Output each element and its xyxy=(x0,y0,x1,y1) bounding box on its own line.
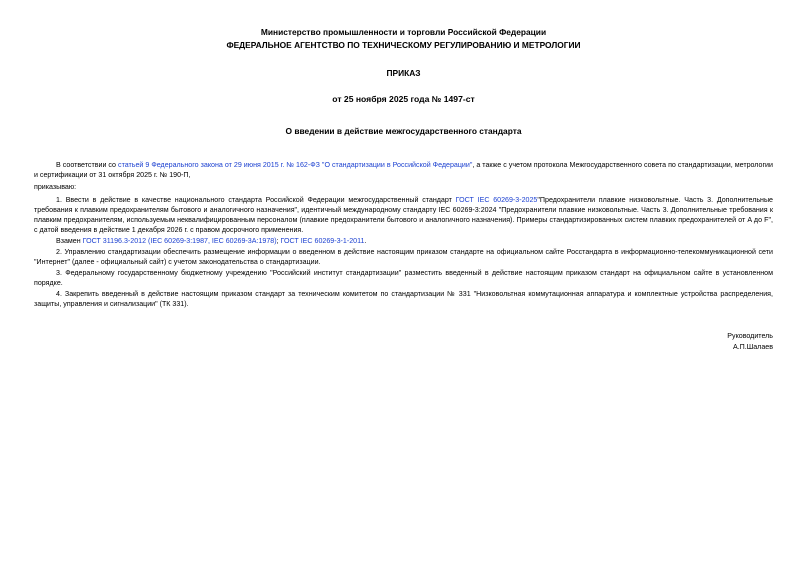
item-3-number: 3. xyxy=(56,269,66,277)
order-verb: приказываю: xyxy=(34,182,77,191)
preamble-text-before: В соответствии со xyxy=(56,161,119,170)
item-2 xyxy=(34,247,773,267)
ministry-line: Министерство промышленности и торговли Российской Федерации xyxy=(260,27,547,37)
item-1 xyxy=(34,195,773,235)
replaced-text-a: Взамен xyxy=(56,236,83,245)
item-3-text: Федеральному государственному бюджетному учреждению "Российский институт стандартизации" разместить введенный в действие настоящим приказом стандарт на официальном сайте в установленном порядке. xyxy=(34,269,773,288)
preamble-paragraph xyxy=(34,160,773,180)
item-1-number: 1. xyxy=(56,195,66,204)
signatory-name: А.П.Шалаев xyxy=(732,342,773,351)
item-2-number: 2. xyxy=(56,247,65,256)
document-header xyxy=(34,26,773,51)
law-link[interactable]: статьей 9 Федерального закона от 29 июня 2015 г. № 162-ФЗ "О стандартизации в Российской Федерации" xyxy=(118,161,473,170)
item-4 xyxy=(34,289,773,309)
item-1-text-b: "Предохранители плавкие низковольтные. Часть 3. Дополнительные требования к плавким предохранителям бытового и аналогичного назначения", идентичный международному стандарту IEC 60269-3:2024 "Предохранители плавкие низковольтные. Часть 3. Дополнительные требования к плавким предохранителям, используемым неквалифицированным персоналом (плавкие предохранители бытового и аналогичного назначения). Примеры стандартизированных систем плавких предохранителей от A до F", с датой введения в действие 1 декабря 2026 г. с правом досрочного применения. xyxy=(34,195,774,234)
replaced-end: . xyxy=(364,236,367,245)
gost-link-new[interactable]: ГОСТ IEC 60269-3-2025 xyxy=(455,195,538,204)
document-body xyxy=(34,160,773,309)
item-4-number: 4. xyxy=(56,290,65,299)
gost-link-old-1[interactable]: ГОСТ 31196.3-2012 (IEC 60269-3:1987, IEC 60269-3A:1978) xyxy=(82,236,277,245)
replaced-sep: ; xyxy=(276,236,281,245)
item-replaced xyxy=(34,236,773,246)
signature-block xyxy=(34,331,773,352)
agency-line: ФЕДЕРАЛЬНОЕ АГЕНТСТВО ПО ТЕХНИЧЕСКОМУ РЕГУЛИРОВАНИЮ И МЕТРОЛОГИИ xyxy=(226,40,581,51)
signatory-role: Руководитель xyxy=(727,332,773,341)
gost-link-old-2[interactable]: ГОСТ IEC 60269-3-1-2011 xyxy=(280,236,365,245)
item-4-text: Закрепить введенный в действие настоящим приказом стандарт за техническим комитетом по стандартизации № 331 "Низковольтная коммутационная аппаратура и комплектные устройства распределения, защиты, управления и сигнализации" (ТК 331). xyxy=(34,290,773,309)
order-word: ПРИКАЗ xyxy=(386,68,421,79)
item-1-text-a: Ввести в действие в качестве национального стандарта Российской Федерации межгосударственный стандарт xyxy=(65,195,456,204)
order-date: от 25 ноября 2025 года № 1497-ст xyxy=(332,94,475,105)
document-subject: О введении в действие межгосударственного стандарта xyxy=(285,126,522,137)
item-3 xyxy=(34,268,773,288)
item-2-text: Управлению стандартизации обеспечить размещение информации о введенном в действие настоящим приказом стандарте на официальном сайте Росстандарта в информационно-телекоммуникационной сети "Интернет" (далее - официальный сайт) с учетом законодательства о стандартизации. xyxy=(34,247,773,266)
preamble-text-after: , а также с учетом протокола Межгосударственного совета по стандартизации, метрологии и сертификации от 31 октября 2025 г. № 190-П, xyxy=(34,161,773,180)
